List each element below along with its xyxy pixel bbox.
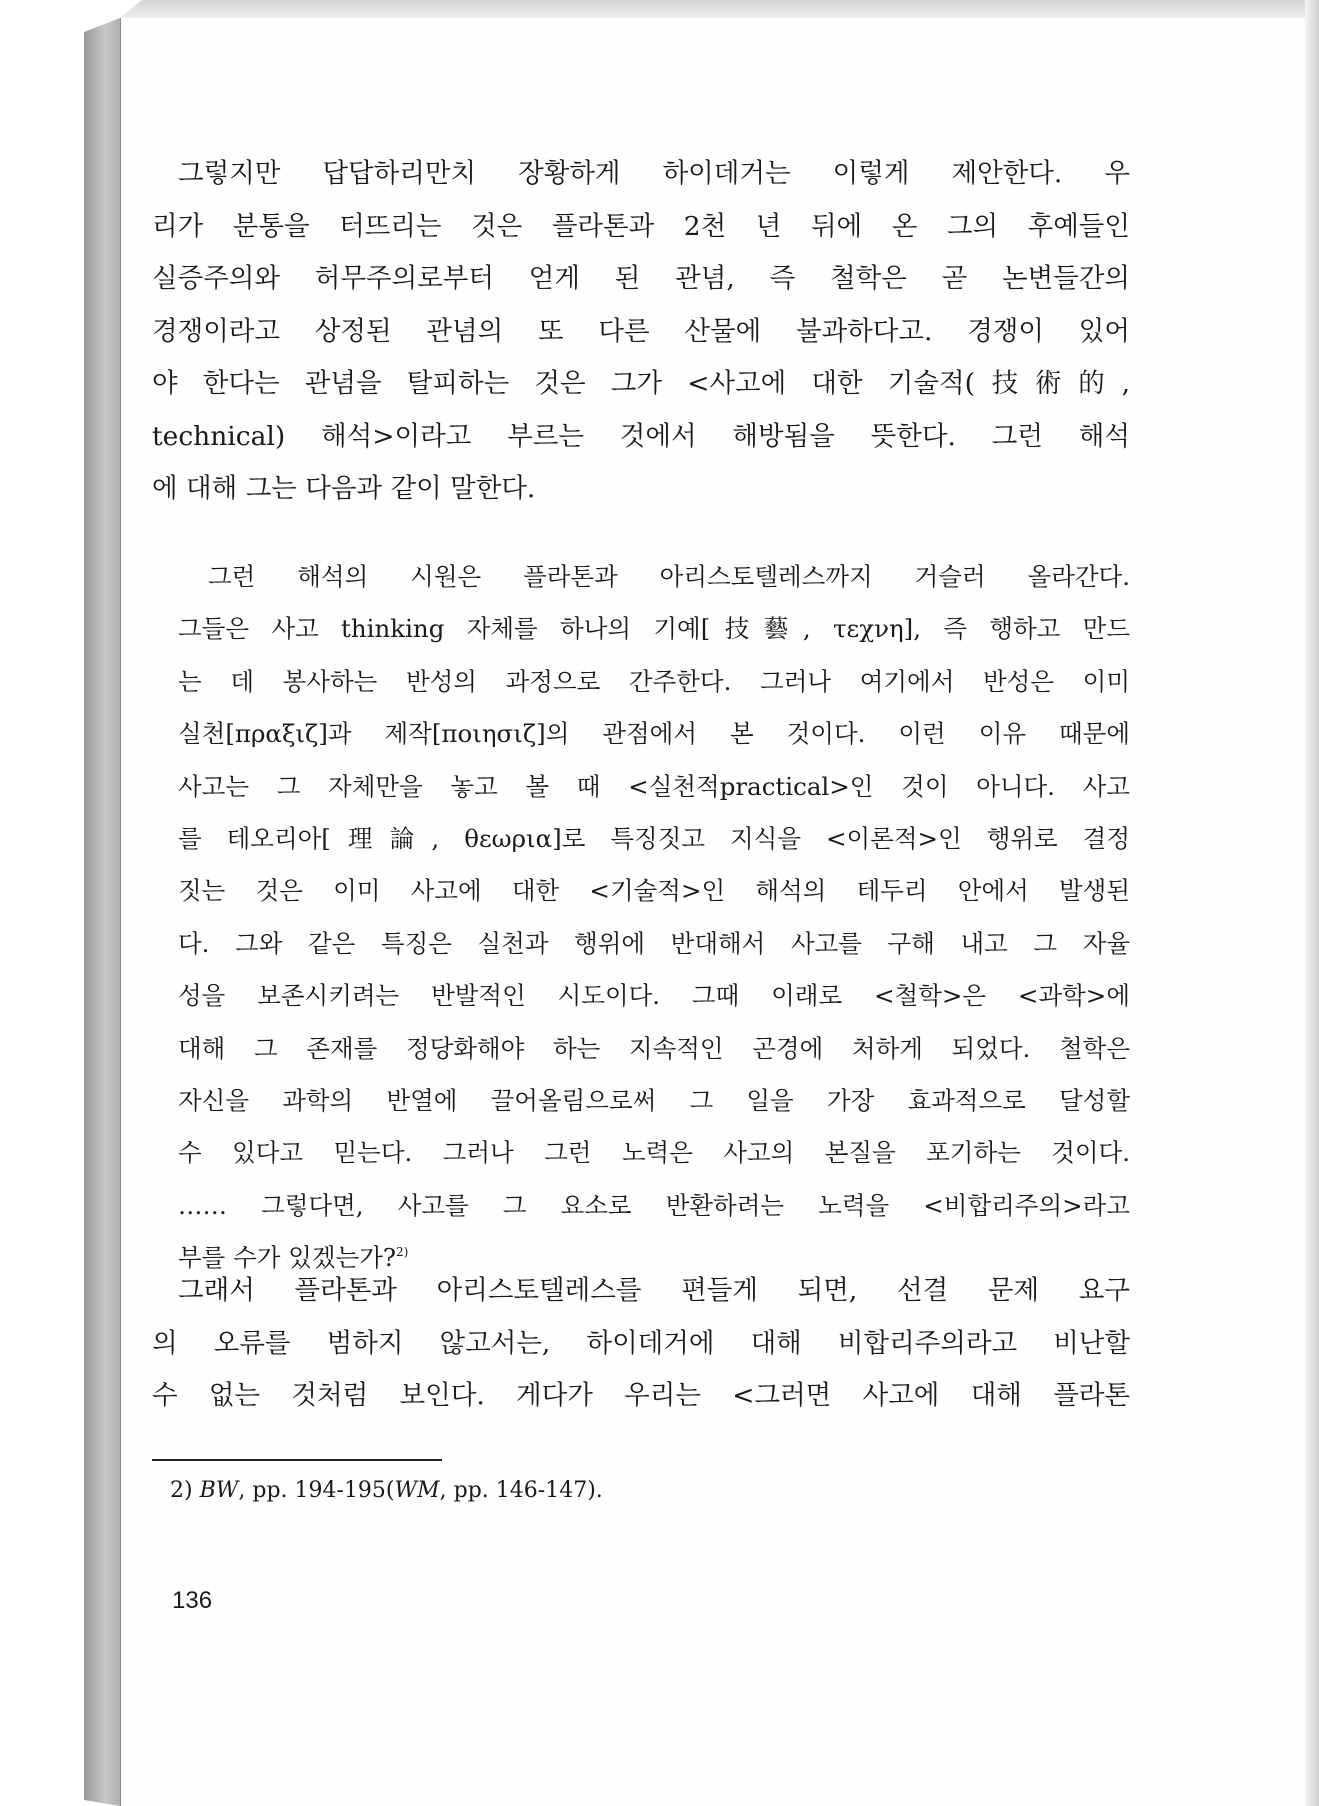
block-quote <box>178 551 1130 1284</box>
text-line: 의 오류를 범하지 않고서는, 하이데거에 대해 비합리주의라고 비난할 <box>152 1327 1130 1359</box>
quote-line: 그들은 사고 thinking 자체를 하나의 기예[技藝, τεχνη], 즉 행하고 만드 <box>178 614 1130 644</box>
quote-line: 성을 보존시키려는 반발적인 시도이다. 그때 이래로 <철학>은 <과학>에 <box>178 981 1130 1011</box>
quote-line: 실천[πραξιζ]과 제작[ποιησιζ]의 관점에서 본 것이다. 이런 이유 때문에 <box>178 719 1130 749</box>
quote-line: 수 있다고 믿는다. 그러나 그런 노력은 사고의 본질을 포기하는 것이다. <box>178 1138 1130 1168</box>
text-line: 실증주의와 허무주의로부터 얻게 된 관념, 즉 철학은 곧 논변들간의 <box>152 263 1130 294</box>
text-line: 리가 분통을 터뜨리는 것은 플라톤과 2천 년 뒤에 온 그의 후예들인 <box>152 210 1130 242</box>
quote-line: 짓는 것은 이미 사고에 대한 <기술적>인 해석의 테두리 안에서 발생된 <box>178 876 1130 906</box>
page-number: 136 <box>172 1587 213 1614</box>
footnote-number: 2) <box>170 1478 193 1503</box>
footnote-work-title: WM <box>394 1478 440 1503</box>
quote-line: 는 데 봉사하는 반성의 과정으로 간주한다. 그러나 여기에서 반성은 이미 <box>178 666 1130 696</box>
book-spine-edge <box>84 18 120 1806</box>
text-line: 그래서 플라톤과 아리스토텔레스를 편들게 되면, 선결 문제 요구 <box>178 1275 1130 1306</box>
footnote-reference[interactable]: 2) <box>396 1245 409 1260</box>
footnote-pages: , pp. 146-147). <box>439 1478 603 1503</box>
footnote <box>170 1478 603 1503</box>
body-paragraph-1 <box>152 148 1130 516</box>
quote-line-text: 부를 수가 있겠는가? <box>178 1243 397 1273</box>
text-line: 그렇지만 답답하리만치 장황하게 하이데거는 이렇게 제안한다. 우 <box>178 158 1130 189</box>
quote-line: …… 그렇다면, 사고를 그 요소로 반환하려는 노력을 <비합리주의>라고 <box>178 1190 1130 1220</box>
text-line: 에 대해 그는 다음과 같이 말한다. <box>152 473 536 504</box>
text-line: 경쟁이라고 상정된 관념의 또 다른 산물에 불과하다고. 경쟁이 있어 <box>152 315 1130 347</box>
footnote-pages: , pp. 194-195( <box>238 1478 395 1503</box>
quote-line: 를 테오리아[理論, θεωρια]로 특징짓고 지식을 <이론적>인 행위로 결정 <box>178 823 1130 853</box>
text-line: technical) 해석>이라고 부르는 것에서 해방됨을 뜻한다. 그런 해석 <box>152 420 1130 452</box>
quote-line: 자신을 과학의 반열에 끌어올림으로써 그 일을 가장 효과적으로 달성할 <box>178 1085 1130 1115</box>
body-paragraph-2 <box>152 1265 1130 1423</box>
page-right-edge <box>1305 0 1319 1806</box>
quote-line: 사고는 그 자체만을 놓고 볼 때 <실천적practical>인 것이 아니다. 사고 <box>178 771 1130 801</box>
text-line: 수 없는 것처럼 보인다. 게다가 우리는 <그러면 사고에 대해 플라톤 <box>152 1380 1130 1411</box>
quote-line: 그런 해석의 시원은 플라톤과 아리스토텔레스까지 거슬러 올라간다. <box>208 562 1130 591</box>
footnote-divider <box>152 1459 442 1461</box>
quote-line: 대해 그 존재를 정당화해야 하는 지속적인 곤경에 처하게 되었다. 철학은 <box>178 1033 1130 1063</box>
footnote-work-title: BW <box>199 1478 239 1503</box>
text-line: 야 한다는 관념을 탈피하는 것은 그가 <사고에 대한 기술적(技術的, <box>152 368 1130 399</box>
quote-line: 다. 그와 같은 특징은 실천과 행위에 반대해서 사고를 구해 내고 그 자율 <box>178 928 1130 958</box>
